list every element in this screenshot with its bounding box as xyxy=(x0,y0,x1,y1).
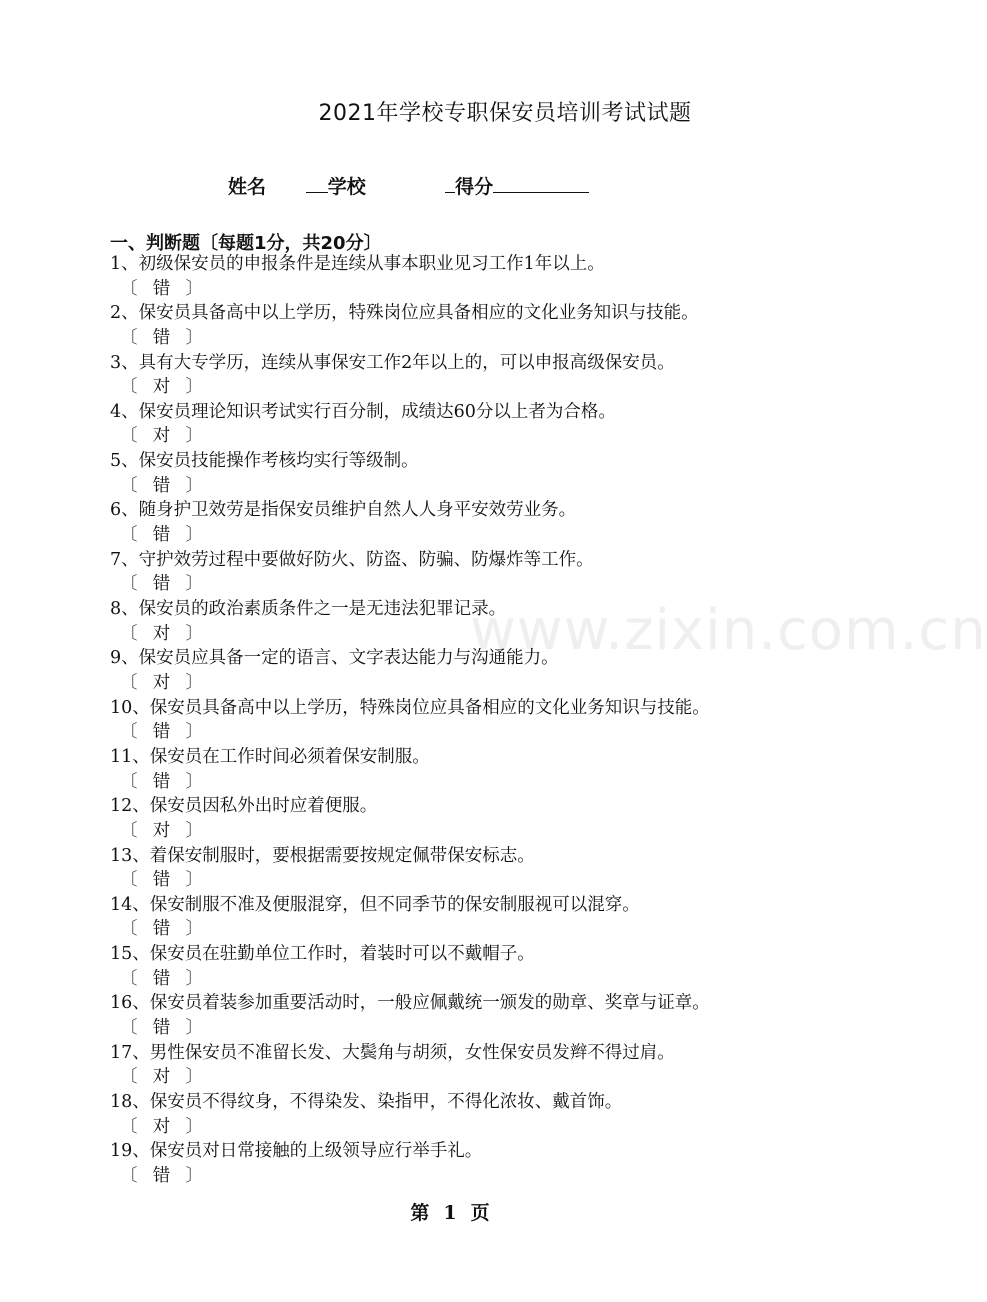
bracket-close: 〕 xyxy=(185,574,203,595)
question-text: 15、保安员在驻勤单位工作时，着装时可以不戴帽子。 xyxy=(110,944,535,965)
bracket-open: 〔 xyxy=(120,919,138,940)
bracket-close: 〕 xyxy=(185,1165,203,1186)
bracket-open: 〔 xyxy=(120,1018,138,1039)
answer-row xyxy=(110,770,890,795)
student-info-line xyxy=(228,172,589,199)
question-item xyxy=(110,745,890,794)
bracket-close: 〕 xyxy=(185,278,203,299)
bracket-open: 〔 xyxy=(120,870,138,891)
bracket-open: 〔 xyxy=(120,1116,138,1137)
question-item xyxy=(110,400,890,449)
bracket-open: 〔 xyxy=(120,574,138,595)
answer-row xyxy=(110,967,890,992)
answer-row xyxy=(110,671,890,696)
answer-row xyxy=(110,1016,890,1041)
bracket-open: 〔 xyxy=(120,278,138,299)
question-text: 17、男性保安员不准留长发、大鬓角与胡须，女性保安员发辫不得过肩。 xyxy=(110,1042,675,1063)
bracket-close: 〕 xyxy=(185,1067,203,1088)
answer-value: 错 xyxy=(152,475,171,496)
question-text: 6、随身护卫效劳是指保安员维护自然人人身平安效劳业务。 xyxy=(110,500,577,521)
bracket-open: 〔 xyxy=(120,672,138,693)
answer-value: 对 xyxy=(152,672,171,693)
bracket-open: 〔 xyxy=(120,820,138,841)
answer-value: 对 xyxy=(152,820,171,841)
question-item xyxy=(110,696,890,745)
question-item xyxy=(110,597,890,646)
bracket-close: 〕 xyxy=(185,672,203,693)
answer-row xyxy=(110,277,890,302)
question-item xyxy=(110,498,890,547)
bracket-close: 〕 xyxy=(185,722,203,743)
question-text: 18、保安员不得纹身，不得染发、染指甲，不得化浓妆、戴首饰。 xyxy=(110,1092,623,1113)
bracket-open: 〔 xyxy=(120,1165,138,1186)
bracket-close: 〕 xyxy=(185,919,203,940)
answer-value: 错 xyxy=(152,525,171,546)
answer-row xyxy=(110,1115,890,1140)
question-item xyxy=(110,1139,890,1188)
bracket-open: 〔 xyxy=(120,327,138,348)
bracket-close: 〕 xyxy=(185,377,203,398)
bracket-close: 〕 xyxy=(185,525,203,546)
score-prefix-blank xyxy=(445,174,455,193)
score-label: 得分 xyxy=(455,176,494,198)
footer-prefix: 第 xyxy=(410,1202,430,1224)
question-text: 7、守护效劳过程中要做好防火、防盗、防骗、防爆炸等工作。 xyxy=(110,549,594,570)
school-label: 学校 xyxy=(327,176,366,198)
answer-value: 错 xyxy=(152,1165,171,1186)
page-footer xyxy=(0,1198,920,1225)
answer-value: 对 xyxy=(152,377,171,398)
bracket-close: 〕 xyxy=(185,968,203,989)
answer-row xyxy=(110,622,890,647)
question-text: 2、保安员具备高中以上学历，特殊岗位应具备相应的文化业务知识与技能。 xyxy=(110,303,699,324)
answer-row xyxy=(110,424,890,449)
answer-value: 对 xyxy=(152,1067,171,1088)
footer-suffix: 页 xyxy=(470,1202,490,1224)
question-item xyxy=(110,893,890,942)
bracket-open: 〔 xyxy=(120,771,138,792)
bracket-open: 〔 xyxy=(120,525,138,546)
answer-value: 错 xyxy=(152,919,171,940)
answer-row xyxy=(110,523,890,548)
answer-value: 错 xyxy=(152,722,171,743)
question-text: 13、着保安制服时，要根据需要按规定佩带保安标志。 xyxy=(110,845,535,866)
question-text: 16、保安员着装参加重要活动时，一般应佩戴统一颁发的勋章、奖章与证章。 xyxy=(110,993,710,1014)
question-text: 9、保安员应具备一定的语言、文字表达能力与沟通能力。 xyxy=(110,648,559,669)
answer-row xyxy=(110,1164,890,1189)
question-text: 5、保安员技能操作考核均实行等级制。 xyxy=(110,451,419,472)
question-text: 14、保安制服不准及便服混穿，但不同季节的保安制服视可以混穿。 xyxy=(110,894,640,915)
answer-value: 错 xyxy=(152,574,171,595)
answer-row xyxy=(110,375,890,400)
bracket-open: 〔 xyxy=(120,377,138,398)
bracket-open: 〔 xyxy=(120,1067,138,1088)
answer-row xyxy=(110,474,890,499)
answer-value: 错 xyxy=(152,1018,171,1039)
answer-row xyxy=(110,326,890,351)
answer-row xyxy=(110,917,890,942)
question-item xyxy=(110,646,890,695)
section-heading: 一、判断题〔每题1分，共20分〕 xyxy=(110,233,382,254)
answer-value: 错 xyxy=(152,327,171,348)
bracket-open: 〔 xyxy=(120,426,138,447)
question-text: 19、保安员对日常接触的上级领导应行举手礼。 xyxy=(110,1141,483,1162)
answer-value: 错 xyxy=(152,771,171,792)
question-text: 1、初级保安员的申报条件是连续从事本职业见习工作1年以上。 xyxy=(110,254,605,274)
score-blank xyxy=(493,174,589,193)
question-item xyxy=(110,942,890,991)
bracket-close: 〕 xyxy=(185,771,203,792)
answer-row xyxy=(110,868,890,893)
question-item xyxy=(110,991,890,1040)
answer-row xyxy=(110,1065,890,1090)
question-item xyxy=(110,449,890,498)
answer-value: 对 xyxy=(152,1116,171,1137)
bracket-close: 〕 xyxy=(185,327,203,348)
question-text: 11、保安员在工作时间必须着保安制服。 xyxy=(110,746,430,767)
bracket-open: 〔 xyxy=(120,623,138,644)
answer-row xyxy=(110,720,890,745)
school-blank xyxy=(306,174,328,193)
question-list xyxy=(110,252,890,1189)
answer-value: 错 xyxy=(152,968,171,989)
page-number: 1 xyxy=(443,1202,457,1224)
answer-value: 错 xyxy=(152,870,171,891)
question-item xyxy=(110,252,890,301)
answer-row xyxy=(110,819,890,844)
question-item xyxy=(110,548,890,597)
bracket-close: 〕 xyxy=(185,870,203,891)
question-item xyxy=(110,1041,890,1090)
bracket-open: 〔 xyxy=(120,722,138,743)
answer-value: 错 xyxy=(152,278,171,299)
question-item xyxy=(110,301,890,350)
question-item xyxy=(110,1090,890,1139)
bracket-close: 〕 xyxy=(185,1018,203,1039)
question-item xyxy=(110,351,890,400)
bracket-open: 〔 xyxy=(120,475,138,496)
question-text: 8、保安员的政治素质条件之一是无违法犯罪记录。 xyxy=(110,599,507,620)
name-label: 姓名 xyxy=(228,176,267,198)
question-text: 3、具有大专学历，连续从事保安工作2年以上的，可以申报高级保安员。 xyxy=(110,352,675,373)
question-item xyxy=(110,794,890,843)
question-text: 10、保安员具备高中以上学历，特殊岗位应具备相应的文化业务知识与技能。 xyxy=(110,697,710,718)
bracket-close: 〕 xyxy=(185,426,203,447)
question-item xyxy=(110,844,890,893)
question-text: 4、保安员理论知识考试实行百分制，成绩达60分以上者为合格。 xyxy=(110,401,616,422)
watermark: www.zixin.com.cn xyxy=(470,598,987,663)
question-text: 12、保安员因私外出时应着便服。 xyxy=(110,796,378,817)
page-title: 2021年学校专职保安员培训考试试题 xyxy=(318,101,692,126)
bracket-close: 〕 xyxy=(185,475,203,496)
bracket-open: 〔 xyxy=(120,968,138,989)
bracket-close: 〕 xyxy=(185,1116,203,1137)
answer-value: 对 xyxy=(152,426,171,447)
answer-row xyxy=(110,572,890,597)
bracket-close: 〕 xyxy=(185,820,203,841)
bracket-close: 〕 xyxy=(185,623,203,644)
answer-value: 对 xyxy=(152,623,171,644)
